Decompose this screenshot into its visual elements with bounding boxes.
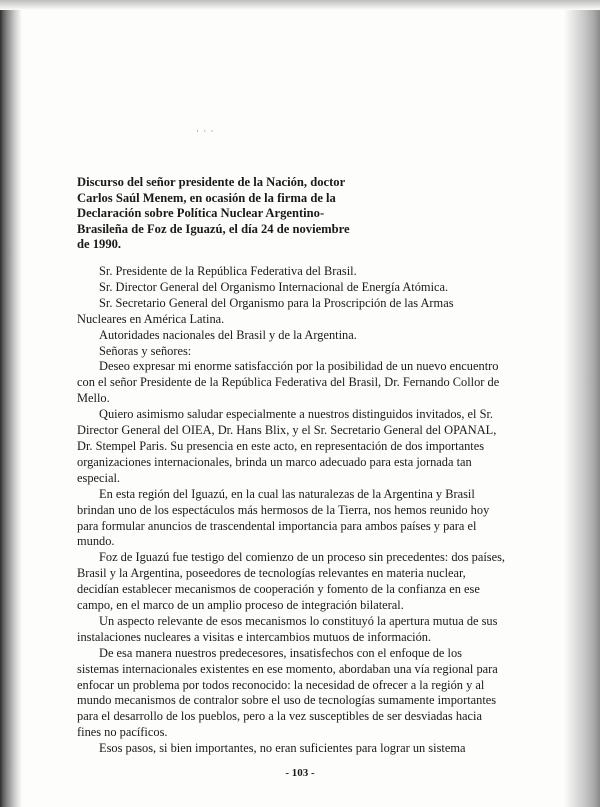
body-line: Foz de Iguazú fue testigo del comienzo de un proceso sin precedentes: dos países, <box>99 550 506 565</box>
body-line: Un aspecto relevante de esos mecanismos lo constituyó la apertura mutua de sus <box>99 613 498 628</box>
body-line: Mello. <box>77 391 110 406</box>
body-line: para el desarrollo de los pueblos, pero a la vez susceptibles de ser desviadas hacia <box>77 709 482 724</box>
body-line: decidían establecer mecanismos de cooperación y fomento de la confianza en ese <box>77 582 480 597</box>
body-line: Dr. Stempel Paris. Su presencia en este acto, en representación de dos importantes <box>77 438 485 453</box>
scan-edge-right <box>564 0 600 807</box>
body-line: Esos pasos, si bien importantes, no eran suficientes para lograr un sistema <box>99 741 466 756</box>
body-line: De esa manera nuestros predecesores, insatisfechos con el enfoque de los <box>99 645 462 660</box>
title-line: Declaración sobre Política Nuclear Argentino- <box>77 206 325 221</box>
title-line: Discurso del señor presidente de la Nación, doctor <box>77 175 346 189</box>
body-line: Sr. Director General del Organismo Internacional de Energía Atómica. <box>99 279 449 294</box>
scan-speck: · · · <box>196 126 215 136</box>
body-line: especial. <box>77 470 120 485</box>
body-line: Quiero asimismo saludar especialmente a nuestros distinguidos invitados, el Sr. <box>99 407 494 422</box>
page-number: - 103 - <box>285 767 315 779</box>
body-line: Brasil y la Argentina, poseedores de tecnologías relevantes en materia nuclear, <box>77 566 466 581</box>
body-line: Nucleares en América Latina. <box>77 311 225 326</box>
body-line: instalaciones nucleares a visitas e intercambios mutuos de información. <box>77 629 432 644</box>
body-line: campo, en el marco de un amplio proceso de integración bilateral. <box>77 598 404 613</box>
body-line: mundo mecanismos de contralor sobre el uso de tecnologías sumamente importantes <box>77 693 497 708</box>
body-line: brindan uno de los espectáculos más hermosos de la Tierra, nos hemos reunido hoy <box>77 502 490 517</box>
scan-edge-left <box>0 0 22 807</box>
body-line: Deseo expresar mi enorme satisfacción por la posibilidad de un nuevo encuentro <box>99 359 499 374</box>
body-line: Director General del OIEA, Dr. Hans Blix, y el Sr. Secretario General del OPANAL, <box>77 423 497 438</box>
title-line: de 1990. <box>77 237 122 252</box>
body-line: sistemas internacionales existentes en ese momento, abordaban una vía regional para <box>77 661 498 676</box>
body-line: enfocar un problema por todos reconocido: la necesidad de ofrecer a la región y al <box>77 677 485 692</box>
body-line: mundo. <box>77 534 115 549</box>
scan-edge-top <box>0 0 600 10</box>
speech-body <box>77 264 537 757</box>
body-line: para formular anuncios de trascendental importancia para ambos países y para el <box>77 518 477 533</box>
body-line: fines no pacíficos. <box>77 725 168 740</box>
body-line: Autoridades nacionales del Brasil y de la Argentina. <box>99 327 357 342</box>
body-line: Señoras y señores: <box>99 343 192 358</box>
body-line: organizaciones internacionales, brinda un marco adecuado para esta jornada tan <box>77 454 472 469</box>
body-line: En esta región del Iguazú, en la cual las naturalezas de la Argentina y Brasil <box>99 486 475 501</box>
body-line: Sr. Presidente de la República Federativa del Brasil. <box>99 264 357 278</box>
body-line: Sr. Secretario General del Organismo para la Proscripción de las Armas <box>99 295 454 310</box>
title-line: Carlos Saúl Menem, en ocasión de la firma de la <box>77 190 336 205</box>
title-line: Brasileña de Foz de Iguazú, el día 24 de noviembre <box>77 221 350 236</box>
body-line: con el señor Presidente de la República Federativa del Brasil, Dr. Fernando Collor de <box>77 375 500 390</box>
speech-title <box>77 175 367 253</box>
